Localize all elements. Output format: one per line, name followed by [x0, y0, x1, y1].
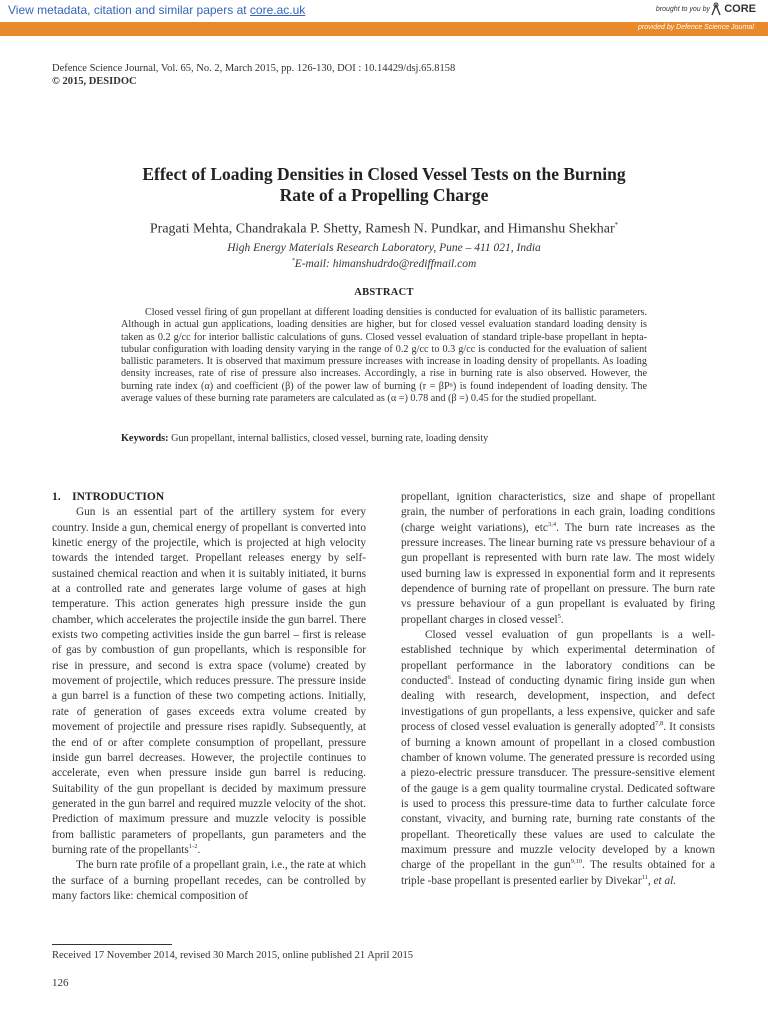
- brought-by-label: brought to you by: [655, 6, 710, 13]
- ref-5: 5: [557, 612, 561, 620]
- author-list: [60, 221, 708, 238]
- core-logo[interactable]: [710, 2, 756, 16]
- section-heading-introduction: 1. INTRODUCTION: [52, 491, 165, 503]
- core-link[interactable]: core.ac.uk: [249, 3, 306, 17]
- copyright-line: © 2015, DESIDOC: [52, 76, 137, 87]
- ref-9-10: 9,10: [570, 858, 583, 866]
- ref-1-2: 1-2: [188, 843, 198, 851]
- intro-paragraph-1: Gun is an essential part of the artillery system for every country. Inside a gun, chemical energy of propellant is converted into kinetic energy of the projectile, which is projected at high velocity towards the intended target. Propellant releases energy by self-sustained chemical reaction and when it is suitably initiated, it burns at a controlled rate and generates large volume of gases at high temperature. This action generates high pressure inside the gun chamber, which accelerates the projectile inside the gun barrel. There exists two competing activities inside the gun barrel – first is release of gas by combustion of gun propellants, which is responsible for rise in pressure, and second is extra space (volume) created by movement of projectile, which reduces pressure. The pressure inside a gun barrel is a function of these two competing actions. Initially, rate of generation of gases exceeds extra volume created by movement of projectile and pressure rises rapidly. Subsequently, at the end of or after complete consumption of propellant, pressure inside gun barrel decreases. However, the projectile continues to accelerate, even when pressure inside gun barrel is reducing. Suitability of the gun propellant is decided by maximum pressure generated in the gun barrel and required muzzle velocity of the shot. Prediction of maximum pressure and muzzle velocity is possible from ballistic parameters of propellants, gun parameters and the burning rate of the propellants$^{1-2}$.: [52, 506, 366, 856]
- intro-p1-text: Gun is an essential part of the artillery system for every country. Inside a gun, chemical energy of propellant is converted into kinetic energy of the projectile, which is projected at high velocity towards the intended target. Propellant releases energy by self-sustained chemical reaction and when it is suitably initiated, it burns at a controlled rate and generates large volume of gases at high temperature. This action generates high pressure inside the gun chamber, which accelerates the projectile inside the gun barrel. There exists two competing activities inside the gun barrel – first is release of gas by combustion of gun propellants, which is responsible for rise in pressure, and second is extra space (volume) created by movement of projectile, which reduces pressure. The pressure inside a gun barrel is a function of these two competing actions. Initially, rate of generation of gases exceeds extra volume created by movement of projectile and pressure rises rapidly. Subsequently, at the end of or after complete consumption of propellant, pressure inside gun barrel decreases. However, the projectile continues to accelerate, even when pressure inside gun barrel is reducing. Suitability of the gun propellant is decided by maximum pressure generated in the gun barrel and required muzzle velocity of the shot. Prediction of maximum pressure and muzzle velocity is possible from ballistic parameters of propellants, gun parameters and the burning rate of the propellants: [52, 506, 366, 856]
- core-label: CORE: [724, 3, 756, 15]
- received-dates: Received 17 November 2014, revised 30 March 2015, online published 21 April 2015: [52, 950, 414, 961]
- right-column: [401, 490, 715, 889]
- ref-3-4: 3,4: [547, 520, 557, 528]
- core-banner: [0, 0, 768, 23]
- keywords: [121, 433, 661, 444]
- ref-11: 11: [641, 873, 648, 881]
- title-line-1: Effect of Loading Densities in Closed Vessel Tests on the Burning: [142, 164, 626, 184]
- metadata-label: View metadata, citation and similar papers at: [8, 3, 247, 17]
- abstract-heading: ABSTRACT: [354, 287, 414, 298]
- intro-paragraph-3: propellant, ignition characteristics, size and shape of propellant grain, the number of perforations in each grain, loading conditions (charge weight variations), etc$^{3,4}$. The burn rate increases as the pressure increases. The linear burning rate vs pressure behaviour of a gun propellant is represented with burn rate law. The most widely used burning law is expressed in exponential form and it represents dependence of burning rate of propellant on pressure. The burn rate vs pressure behaviour of a gun propellant is evaluated by firing propellant charges in closed vessel$^5$.: [401, 491, 715, 626]
- intro-paragraph-2: The burn rate profile of a propellant grain, i.e., the rate at which the surface of a burning propellant recedes, can be controlled by many factors like: chemical composition of: [52, 859, 366, 902]
- left-column: [52, 490, 366, 904]
- p4c-text: . It consists of burning a known amount of propellant in a closed combustion chamber of known volume. The generated pressure is recorded using a piezo-electric pressure transducer. The pressure-sensitive element of the gauge is a gem quality tourmaline crystal. Dedicated software is used to process this pressure-time data to further calculate force constant, vivacity, and burning rate, burning rate constants of the propellant. Theoretically these values are used to calculate the maximum pressure and muzzle velocity developed by a known charge of the propellant in the gun: [401, 721, 715, 872]
- abstract-text: Closed vessel firing of gun propellant at different loading densities is conducted for evaluation of its ballistic parameters. Although in actual gun applications, loading densities are higher, but for closed vessel evaluation standard loading density is taken as 0.2 g/cc for interior ballistic calculations of guns. Closed vessel evaluation of standard triple-base propellant in hepta-tubular configuration with loading density varying in the range of 0.2 g/cc to 0.3 g/cc is conducted for the evaluation of salient ballistic parameters. It is observed that maximum pressure increases with increase in loading density of propellants. As loading density increases, rate of rise of pressure also increases. Accordingly, a rise in burning rate is also observed. However, the burning rate index (α) and coefficient (β) of the power law of burning (r = βPᵅ) is found independent of loading density. The average values of these burning rate parameters are calculated as (α =) 0.78 and (β =) 0.45 for the studied propellant.: [121, 307, 647, 405]
- affiliation: [60, 242, 708, 271]
- metadata-link-text: [8, 3, 305, 17]
- page-number: 126: [52, 977, 69, 989]
- email-line: [60, 255, 708, 271]
- lab-address: High Energy Materials Research Laboratory, Pune – 411 021, India: [227, 242, 541, 254]
- paper-title: [60, 164, 708, 206]
- et-al: , et al.: [647, 874, 677, 887]
- keywords-label: Keywords:: [121, 433, 169, 444]
- author-mark: *: [614, 221, 619, 229]
- p4d-text: . The results obtained for a triple -base propellant is presented earlier by Divekar: [401, 859, 715, 887]
- footnote-rule: [52, 944, 172, 945]
- ref-7-8: 7,8: [655, 720, 664, 728]
- p4b-text: . Instead of conducting dynamic firing inside gun when dealing with research, development, inspection, and defect investigations of gun propellants, a less expensive, quicker and safe process of closed vessel evaluation is generally adopted: [401, 675, 715, 734]
- p3b-text: . The burn rate increases as the pressure increases. The linear burning rate vs pressure behaviour of a gun propellant is represented with burn rate law. The most widely used burning law is expressed in exponential form and it represents dependence of burning rate of propellant on pressure. The burn rate vs pressure behaviour of a gun propellant is evaluated by firing propellant charges in closed vessel: [401, 521, 715, 626]
- core-icon: [710, 2, 722, 16]
- email-text: E-mail: himanshudrdo@rediffmail.com: [294, 257, 477, 270]
- author-names: Pragati Mehta, Chandrakala P. Shetty, Ramesh N. Pundkar, and Himanshu Shekhar: [149, 221, 615, 237]
- p4a-text: Closed vessel evaluation of gun propellants is a well-established technique by which experimental determination of propellant performance in the laboratory conditions can be conducted: [401, 629, 715, 688]
- citation-line: Defence Science Journal, Vol. 65, No. 2, March 2015, pp. 126-130, DOI : 10.14429/dsj.65.8158: [52, 63, 456, 74]
- provider-bar: [0, 22, 768, 36]
- email-mark: *: [291, 258, 295, 264]
- provided-by-label: provided by Defence Science Journal: [638, 24, 754, 31]
- journal-citation: [52, 62, 455, 88]
- title-line-2: Rate of a Propelling Charge: [279, 185, 489, 205]
- intro-paragraph-4: [401, 628, 715, 889]
- keywords-text: Gun propellant, internal ballistics, closed vessel, burning rate, loading density: [171, 433, 489, 444]
- ref-6: 6: [447, 674, 451, 682]
- p3a-text: propellant, ignition characteristics, size and shape of propellant grain, the number of perforations in each grain, loading conditions (charge weight variations), etc: [401, 491, 715, 534]
